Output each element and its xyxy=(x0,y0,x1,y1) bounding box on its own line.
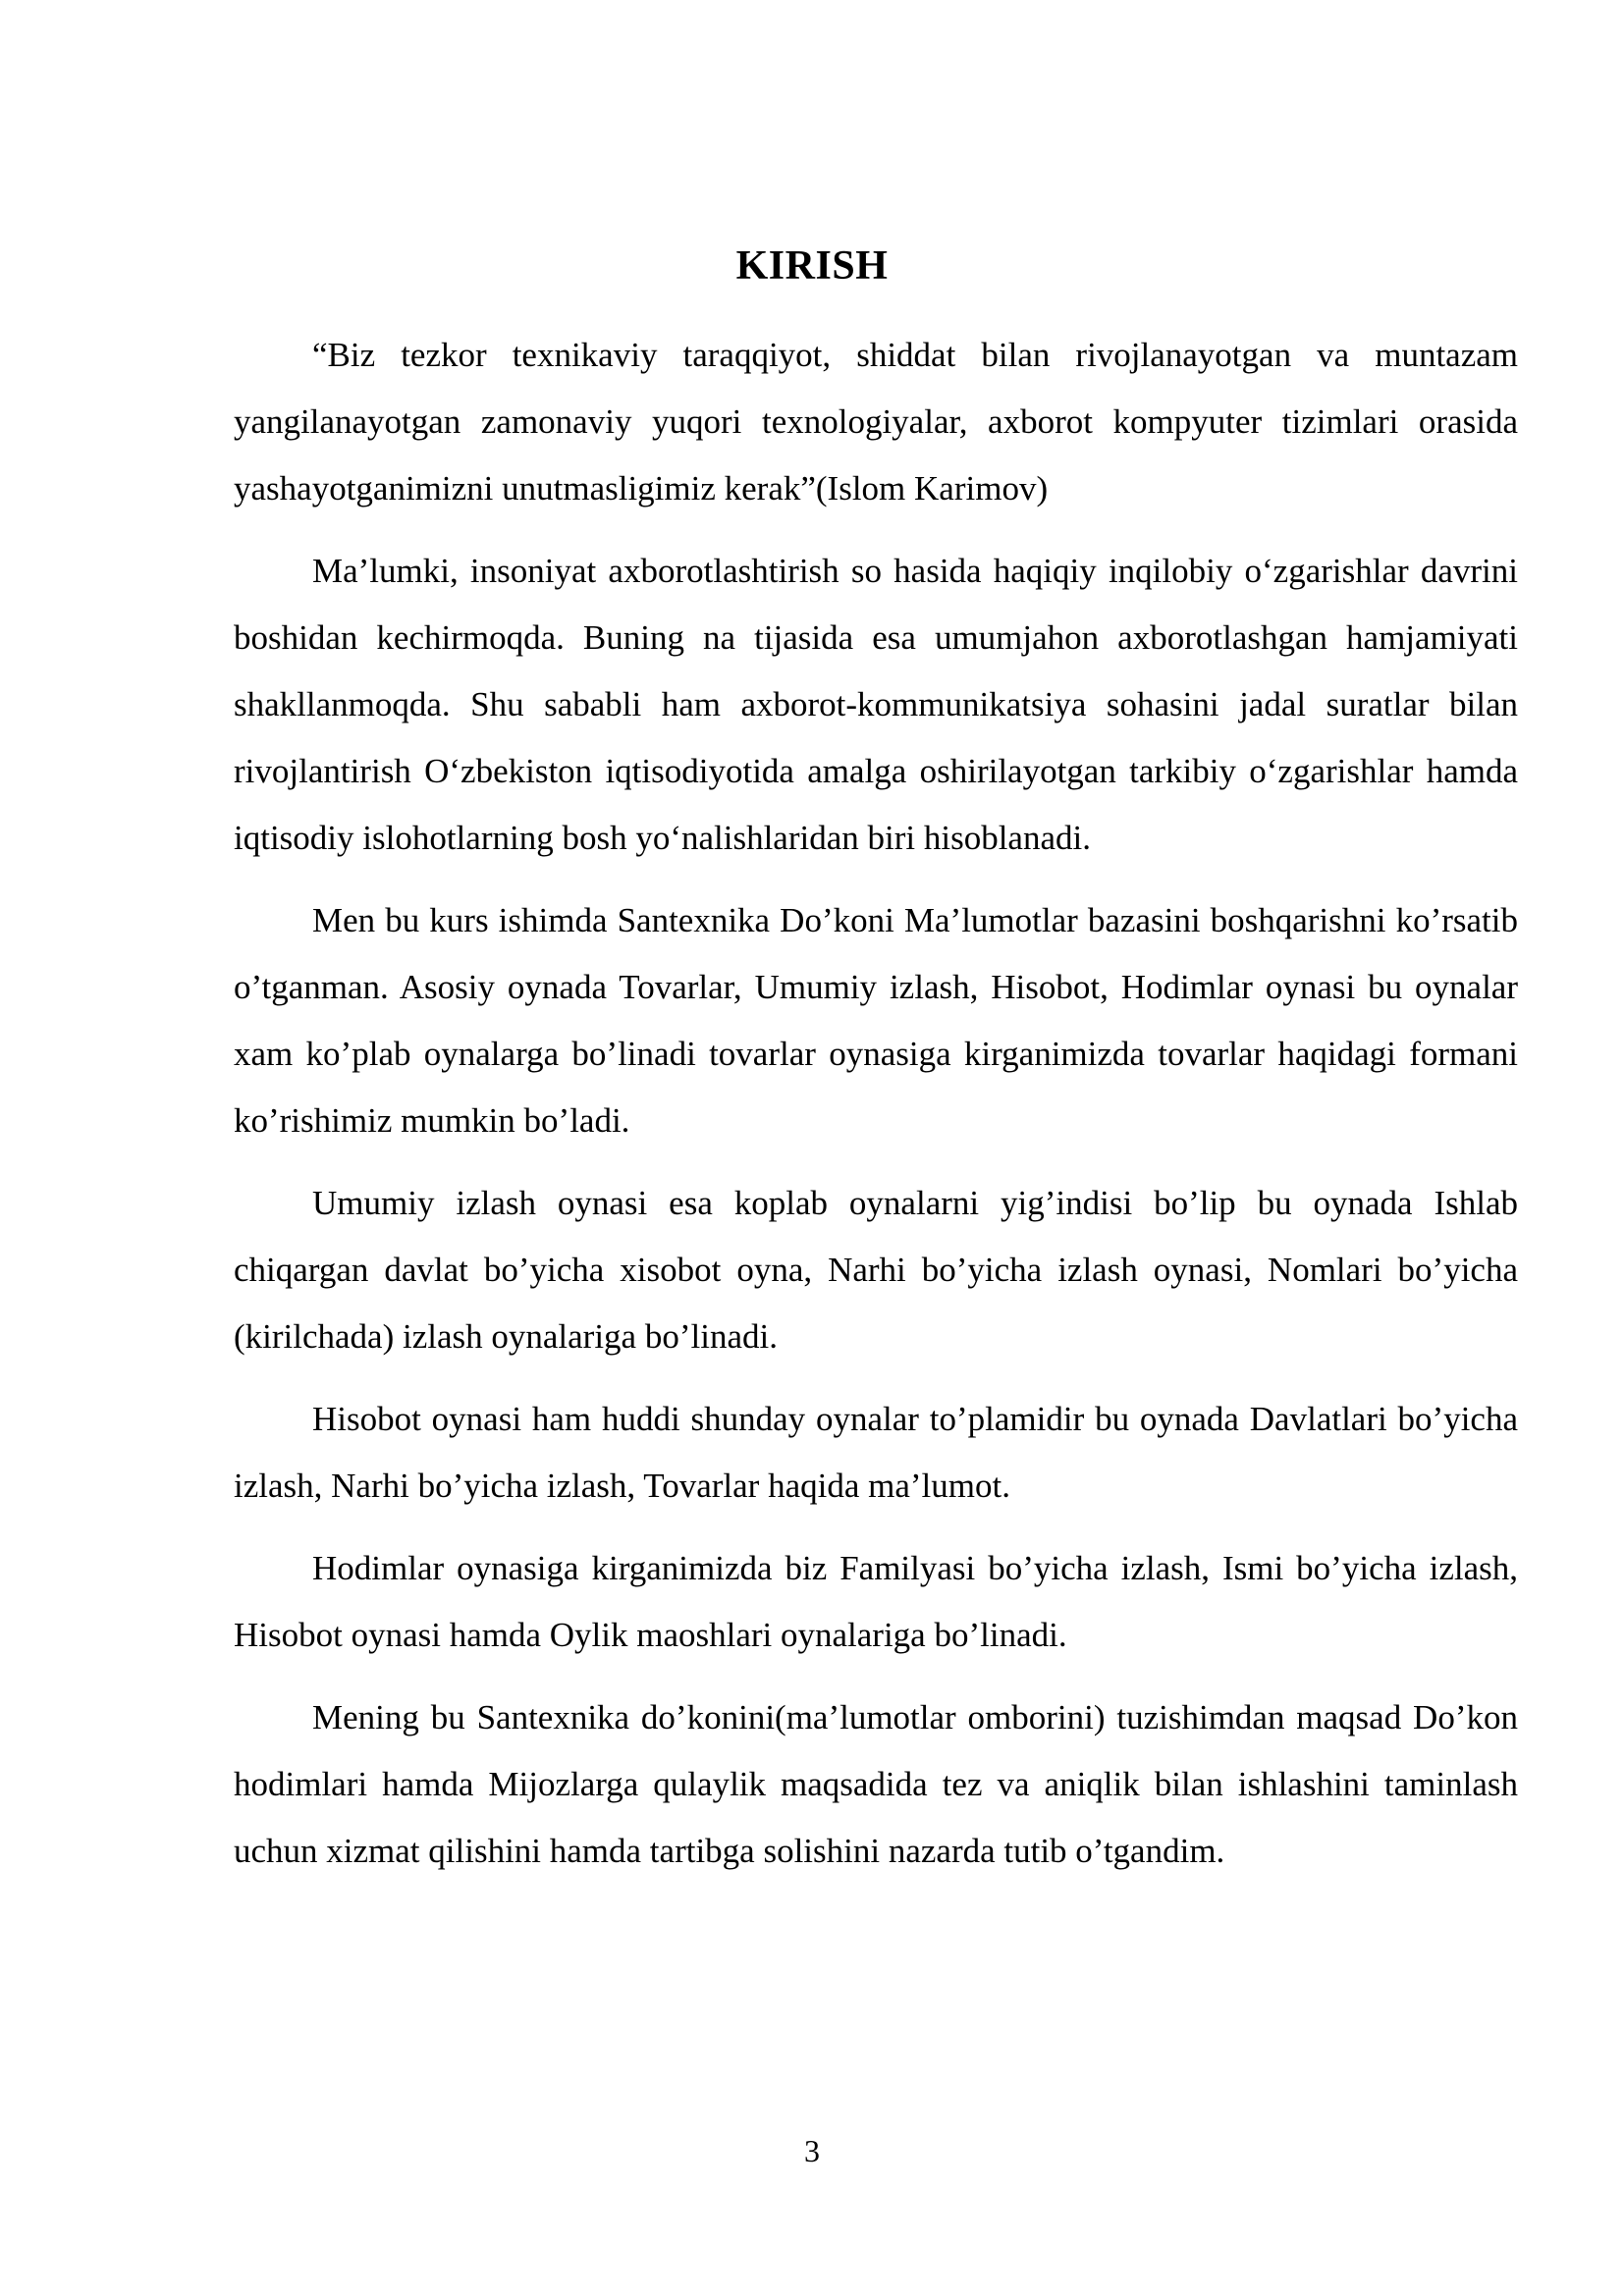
paragraph: Hisobot oynasi ham huddi shunday oynalar to’plamidir bu oynada Davlatlari bo’yicha izlash, Narhi bo’yicha izlash, Tovarlar haqida ma’lumot. xyxy=(234,1400,1518,1505)
page-number: 3 xyxy=(804,2133,820,2168)
paragraph: Umumiy izlash oynasi esa koplab oynalarni yig’indisi bo’lip bu oynada Ishlab chiqargan davlat bo’yicha xisobot oyna, Narhi bo’yicha izlash oynasi, Nomlari bo’yicha (kirilchada) izlash oynalariga bo’linadi. xyxy=(234,1184,1518,1356)
page-title: KIRISH xyxy=(735,243,889,289)
paragraph-quote: “Biz tezkor texnikaviy taraqqiyot, shiddat bilan rivojlanayotgan va muntazam yangilanayotgan zamonaviy yuqori texnologiyalar, axborot kompyuter tizimlari orasida yashayotganimizni unutmasligimiz kerak”(Islom Karimov) xyxy=(234,336,1518,507)
paragraph: Hodimlar oynasiga kirganimizda biz Familyasi bo’yicha izlash, Ismi bo’yicha izlash, Hisobot oynasi hamda Oylik maoshlari oynalariga bo’linadi. xyxy=(234,1549,1518,1654)
paragraph: Mening bu Santexnika do’konini(ma’lumotlar omborini) tuzishimdan maqsad Do’kon hodimlari hamda Mijozlarga qulaylik maqsadida tez va aniqlik bilan ishlashini taminlash uchun xizmat qilishini hamda tartibga solishini nazarda tutib o’tgandim. xyxy=(234,1698,1518,1870)
body-text xyxy=(234,322,1518,1900)
paragraph: Ma’lumki, insoniyat axborotlashtirish so hasida haqiqiy inqilobiy o‘zgarishlar davrini boshidan kechirmoqda. Buning na tijasida esa umumjahon axborotlashgan hamjamiyati shakllanmoqda. Shu sababli ham axborot-kommunikatsiya sohasini jadal suratlar bilan rivojlantirish O‘zbekiston iqtisodiyotida amalga oshirilayotgan tarkibiy o‘zgarishlar hamda iqtisodiy islohotlarning bosh yo‘nalishlaridan biri hisoblanadi. xyxy=(234,552,1518,857)
paragraph: Men bu kurs ishimda Santexnika Do’koni Ma’lumotlar bazasini boshqarishni ko’rsatib o’tganman. Asosiy oynada Tovarlar, Umumiy izlash, Hisobot, Hodimlar oynasi bu oynalar xam ko’plab oynalarga bo’linadi tovarlar oynasiga kirganimizda tovarlar haqidagi formani ko’rishimiz mumkin bo’ladi. xyxy=(234,901,1518,1140)
